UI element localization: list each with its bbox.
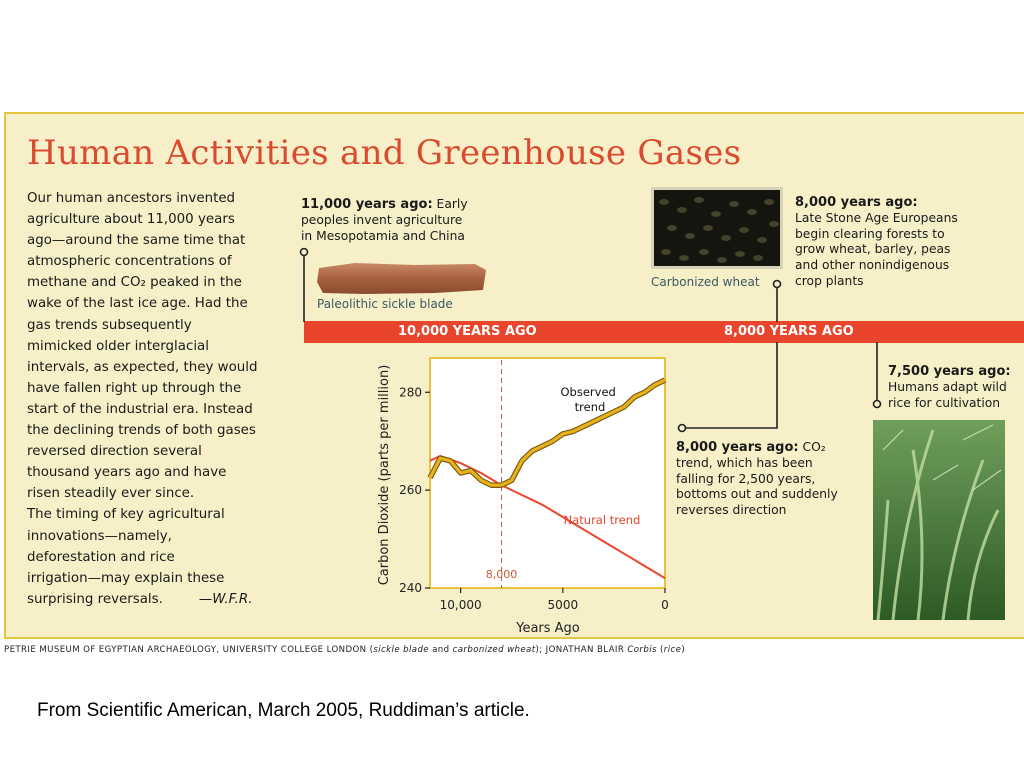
- annotation-text: Late Stone Age Europeans: [795, 210, 958, 225]
- body-line: mimicked older interglacial: [27, 338, 209, 354]
- y-axis-label: Carbon Dioxide (parts per million): [377, 364, 392, 586]
- body-line: risen steadily ever since.: [27, 486, 195, 502]
- annotation-text: trend, which has been: [676, 455, 813, 470]
- carbonized-wheat-image: [651, 187, 783, 269]
- x-tick-label: 5000: [547, 598, 579, 612]
- observed-label-line: Observed: [560, 385, 616, 399]
- timeline-label-10000: 10,000 YEARS AGO: [398, 324, 537, 339]
- annotation-text: in Mesopotamia and China: [301, 228, 465, 243]
- annotation-text: grow wheat, barley, peas: [795, 242, 951, 257]
- annotation-text: Humans adapt wild: [888, 379, 1007, 394]
- credit-text: (: [656, 645, 664, 655]
- y-tick-label: 260: [399, 483, 422, 498]
- co2-chart: [370, 350, 675, 642]
- x-tick-label: 0: [661, 598, 669, 612]
- body-line: The timing of key agricultural: [27, 507, 225, 523]
- x-axis-label: Years Ago: [516, 621, 580, 636]
- credit-italic: Corbis: [627, 645, 657, 655]
- rice-plant-image: [873, 420, 1005, 620]
- credit-italic: sickle blade: [373, 645, 429, 655]
- wheat-texture: [654, 190, 780, 266]
- natural-label: Natural trend: [563, 513, 641, 527]
- credit-italic: rice: [663, 645, 682, 655]
- source-footer: From Scientific American, March 2005, Ruddiman’s article.: [37, 700, 530, 721]
- annotation-7500: [888, 364, 1011, 411]
- body-line-last: [27, 589, 282, 610]
- sickle-caption: Paleolithic sickle blade: [317, 297, 453, 311]
- annotation-heading: 11,000 years ago:: [301, 197, 433, 212]
- body-line: Our human ancestors invented: [27, 191, 236, 206]
- body-line: reversed direction several: [27, 444, 202, 460]
- credit-text: PETRIE MUSEUM OF EGYPTIAN ARCHAEOLOGY, UNIVERSITY COLLEGE LONDON (: [4, 645, 374, 655]
- chart-svg: [370, 350, 675, 642]
- body-line: irrigation—may explain these: [27, 570, 225, 586]
- credit-text: ); JONATHAN BLAIR: [535, 645, 628, 655]
- annotation-text: begin clearing forests to: [795, 226, 945, 241]
- observed-label-line: trend: [574, 400, 606, 414]
- body-line: surprising reversals.: [27, 591, 163, 607]
- credit-text: ): [681, 645, 686, 655]
- sickle-blade-image: [315, 260, 487, 296]
- annotation-text: Early: [432, 197, 468, 211]
- y-tick-label: 240: [399, 581, 422, 595]
- x-tick-label: 10,000: [439, 598, 482, 612]
- annotation-text: peoples invent agriculture: [301, 212, 463, 227]
- y-tick-label: 280: [399, 385, 422, 400]
- body-text: [27, 188, 282, 610]
- body-line: methane and CO₂ peaked in the: [27, 275, 242, 291]
- body-line: start of the industrial era. Instead: [27, 401, 253, 417]
- annotation-text: reverses direction: [676, 503, 787, 518]
- annotation-text: bottoms out and suddenly: [676, 487, 838, 502]
- body-line: deforestation and rice: [27, 549, 175, 565]
- annotation-text: rice for cultivation: [888, 395, 1001, 410]
- annotation-11000: [301, 197, 468, 244]
- photo-credit: [4, 645, 685, 655]
- body-line: innovations—namely,: [27, 528, 172, 544]
- annotation-text: crop plants: [795, 273, 864, 288]
- marker-label-8000: 8,000: [485, 568, 518, 581]
- wheat-caption: Carbonized wheat: [651, 275, 760, 289]
- body-line: the declining trends of both gases: [27, 423, 256, 439]
- body-line: atmospheric concentrations of: [27, 254, 232, 270]
- annotation-heading: 8,000 years ago:: [795, 195, 918, 210]
- annotation-text: and other nonindigenous: [795, 258, 950, 273]
- annotation-8000-wheat: [795, 195, 958, 290]
- body-line: ago—around the same time that: [27, 233, 246, 249]
- body-line: gas trends subsequently: [27, 317, 192, 333]
- annotation-text: falling for 2,500 years,: [676, 471, 816, 486]
- annotation-8000-co2: [676, 440, 838, 519]
- annotation-heading: 7,500 years ago:: [888, 364, 1011, 379]
- body-line: intervals, as expected, they would: [27, 359, 258, 375]
- timeline-label-8000: 8,000 YEARS AGO: [724, 324, 854, 339]
- annotation-text: CO₂: [798, 440, 826, 454]
- body-line: thousand years ago and have: [27, 465, 227, 481]
- body-line: wake of the last ice age. Had the: [27, 296, 248, 312]
- annotation-heading: 8,000 years ago:: [676, 440, 799, 455]
- body-line: agriculture about 11,000 years: [27, 212, 235, 228]
- body-line: have fallen right up through the: [27, 380, 242, 396]
- signature: —W.F.R.: [198, 591, 253, 607]
- credit-text: and: [429, 645, 453, 655]
- infographic-title: Human Activities and Greenhouse Gases: [27, 133, 742, 173]
- credit-italic: carbonized wheat: [452, 645, 536, 655]
